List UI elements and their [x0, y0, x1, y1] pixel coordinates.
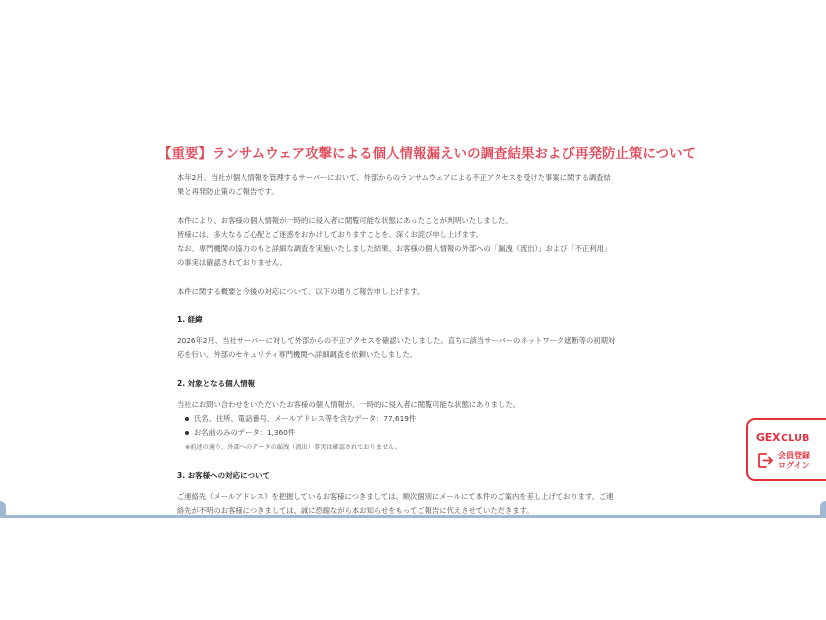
- logo-gex-text: GEX: [756, 431, 781, 444]
- paragraph-line: 本件に関する概要と今後の対応について、以下の通りご報告申し上げます。: [177, 286, 425, 296]
- section-line: 2026年2月、当社サーバーに対して外部からの不正アクセスを確認いたしました。直ちに該当サーバーのネットワーク遮断等の初期対: [177, 336, 616, 346]
- spacer: [177, 327, 657, 334]
- spacer: [177, 455, 657, 469]
- footnote: ※前述の通り、外部へのデータの漏洩（流出）事実は確認されておりません。: [185, 443, 401, 451]
- login-label: ログイン: [778, 461, 810, 470]
- page-title: 【重要】ランサムウェア攻撃による個人情報漏えいの調査結果および再発防止策について: [158, 147, 697, 162]
- paragraph-line: なお、専門機関の協力のもと詳細な調査を実施いたしました結果、お客様の個人情報の外部への「漏洩（流出）」および「不正利用」: [177, 244, 612, 253]
- login-icon: [757, 452, 774, 469]
- section-heading-affected-data: 2. 対象となる個人情報: [177, 378, 256, 388]
- section-line: ご連絡先（メールアドレス）を把握しているお客様につきましては、順次個別にメールにて本件のご案内を差し上げております。ご連: [177, 492, 614, 502]
- logo-club-text: CLUB: [781, 433, 810, 444]
- section-heading-customer-response: 3. お客様への対応について: [177, 470, 271, 480]
- register-label: 会員登録: [778, 451, 810, 460]
- gex-club-login-button[interactable]: [746, 418, 826, 481]
- section-line: 当社にお問い合わせをいただいたお客様の個人情報が、一時的に侵入者に閲覧可能な状態にありました。: [177, 399, 520, 409]
- paragraph-line: の事実は確認されておりません。: [177, 258, 287, 268]
- intro-line-2: 果と再発防止策のご報告です。: [177, 187, 279, 197]
- gex-club-logo: [756, 431, 810, 444]
- section-heading-background: 1. 経緯: [177, 314, 203, 324]
- spacer: [177, 270, 657, 284]
- spacer: [177, 363, 657, 377]
- section-line: 絡先が不明のお客様につきましては、誠に恐縮ながら本お知らせをもってご報告に代えさせていただきます。: [177, 506, 534, 516]
- frame-corner-left: [0, 501, 6, 515]
- intro-line-1: 本年2月、当社が個人情報を管理するサーバーにおいて、外部からのランサムウェアによる不正アクセスを受けた事案に関する調査結: [177, 173, 611, 182]
- list-item: 氏名、住所、電話番号、メールアドレス等を含むデータ：77,619件: [185, 412, 657, 426]
- spacer: [177, 299, 657, 313]
- section-line: 応を行い、外部のセキュリティ専門機関へ詳細調査を依頼いたしました。: [177, 350, 418, 360]
- gex-widget-labels: [778, 451, 810, 471]
- spacer: [177, 199, 657, 213]
- paragraph-line: 皆様には、多大なるご心配とご迷惑をおかけしておりますことを、深くお詫び申し上げます。: [177, 229, 483, 239]
- frame-corner-right: [820, 501, 826, 515]
- spacer: [177, 483, 657, 490]
- list-item: お名前のみのデータ：1,360件: [185, 426, 657, 440]
- paragraph-line: 本件により、お客様の個人情報が一時的に侵入者に閲覧可能な状態にあったことが判明いたしました。: [177, 215, 513, 225]
- notice-body: [177, 171, 657, 518]
- spacer: [177, 391, 657, 398]
- affected-data-list: [177, 412, 657, 440]
